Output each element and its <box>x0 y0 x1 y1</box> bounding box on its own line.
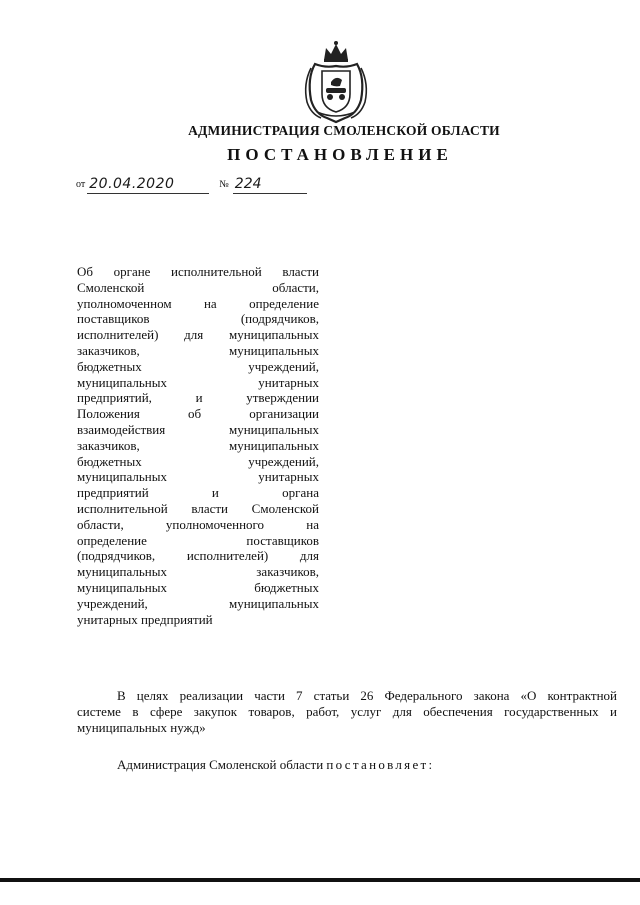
handwritten-number: 224 <box>233 175 307 194</box>
preamble-line: В целях реализации части 7 статьи 26 Федерального закона «О контрактной <box>117 688 617 703</box>
subject-line: муниципальных унитарных <box>77 374 319 390</box>
subject-line: муниципальных унитарных <box>77 469 319 485</box>
date-label: от <box>76 179 86 190</box>
subject-line: взаимодействия муниципальных <box>77 421 319 437</box>
resolution-verb: постановляет: <box>326 757 435 772</box>
date-number-line <box>76 168 307 194</box>
subject-line: заказчиков, муниципальных <box>77 437 319 453</box>
preamble-line: муниципальных нужд» <box>77 720 206 735</box>
smolensk-coat-of-arms-icon <box>297 38 375 124</box>
subject-line: Об органе исполнительной власти <box>77 264 319 279</box>
subject-line: предприятий и органа <box>77 485 319 501</box>
subject-line: заказчиков, муниципальных <box>77 342 319 358</box>
subject-line: учреждений, муниципальных <box>77 595 319 611</box>
subject-line: исполнителей) для муниципальных <box>77 327 319 343</box>
subject-line: определение поставщиков <box>77 532 319 548</box>
preamble-line: системе в сфере закупок товаров, работ, услуг для обеспечения государственных и <box>77 704 617 719</box>
subject-line: Смоленской области, <box>77 279 319 295</box>
organization-name: АДМИНИСТРАЦИЯ СМОЛЕНСКОЙ ОБЛАСТИ <box>188 123 500 138</box>
subject-line: уполномоченном на определение <box>77 295 319 311</box>
resolution-paragraph <box>77 757 617 773</box>
document-type-title: ПОСТАНОВЛЕНИЕ <box>227 145 453 164</box>
subject-line: бюджетных учреждений, <box>77 453 319 469</box>
preamble-paragraph <box>77 688 617 736</box>
document-subject <box>77 264 319 627</box>
subject-line: Положения об организации <box>77 406 319 422</box>
handwritten-date: 20.04.2020 <box>87 175 209 194</box>
subject-line: бюджетных учреждений, <box>77 358 319 374</box>
subject-line: исполнительной власти Смоленской <box>77 500 319 516</box>
subject-line: муниципальных заказчиков, <box>77 564 319 580</box>
subject-line: предприятий, и утверждении <box>77 390 319 406</box>
resolution-text: Администрация Смоленской области <box>117 757 324 772</box>
subject-line: (подрядчиков, исполнителей) для <box>77 548 319 564</box>
resolution-line <box>77 757 617 773</box>
number-label: № <box>219 179 229 190</box>
page-bottom-rule <box>0 878 640 882</box>
subject-line: поставщиков (подрядчиков, <box>77 311 319 327</box>
subject-line: муниципальных бюджетных <box>77 579 319 595</box>
subject-line: унитарных предприятий <box>77 611 213 627</box>
subject-line: области, уполномоченного на <box>77 516 319 532</box>
